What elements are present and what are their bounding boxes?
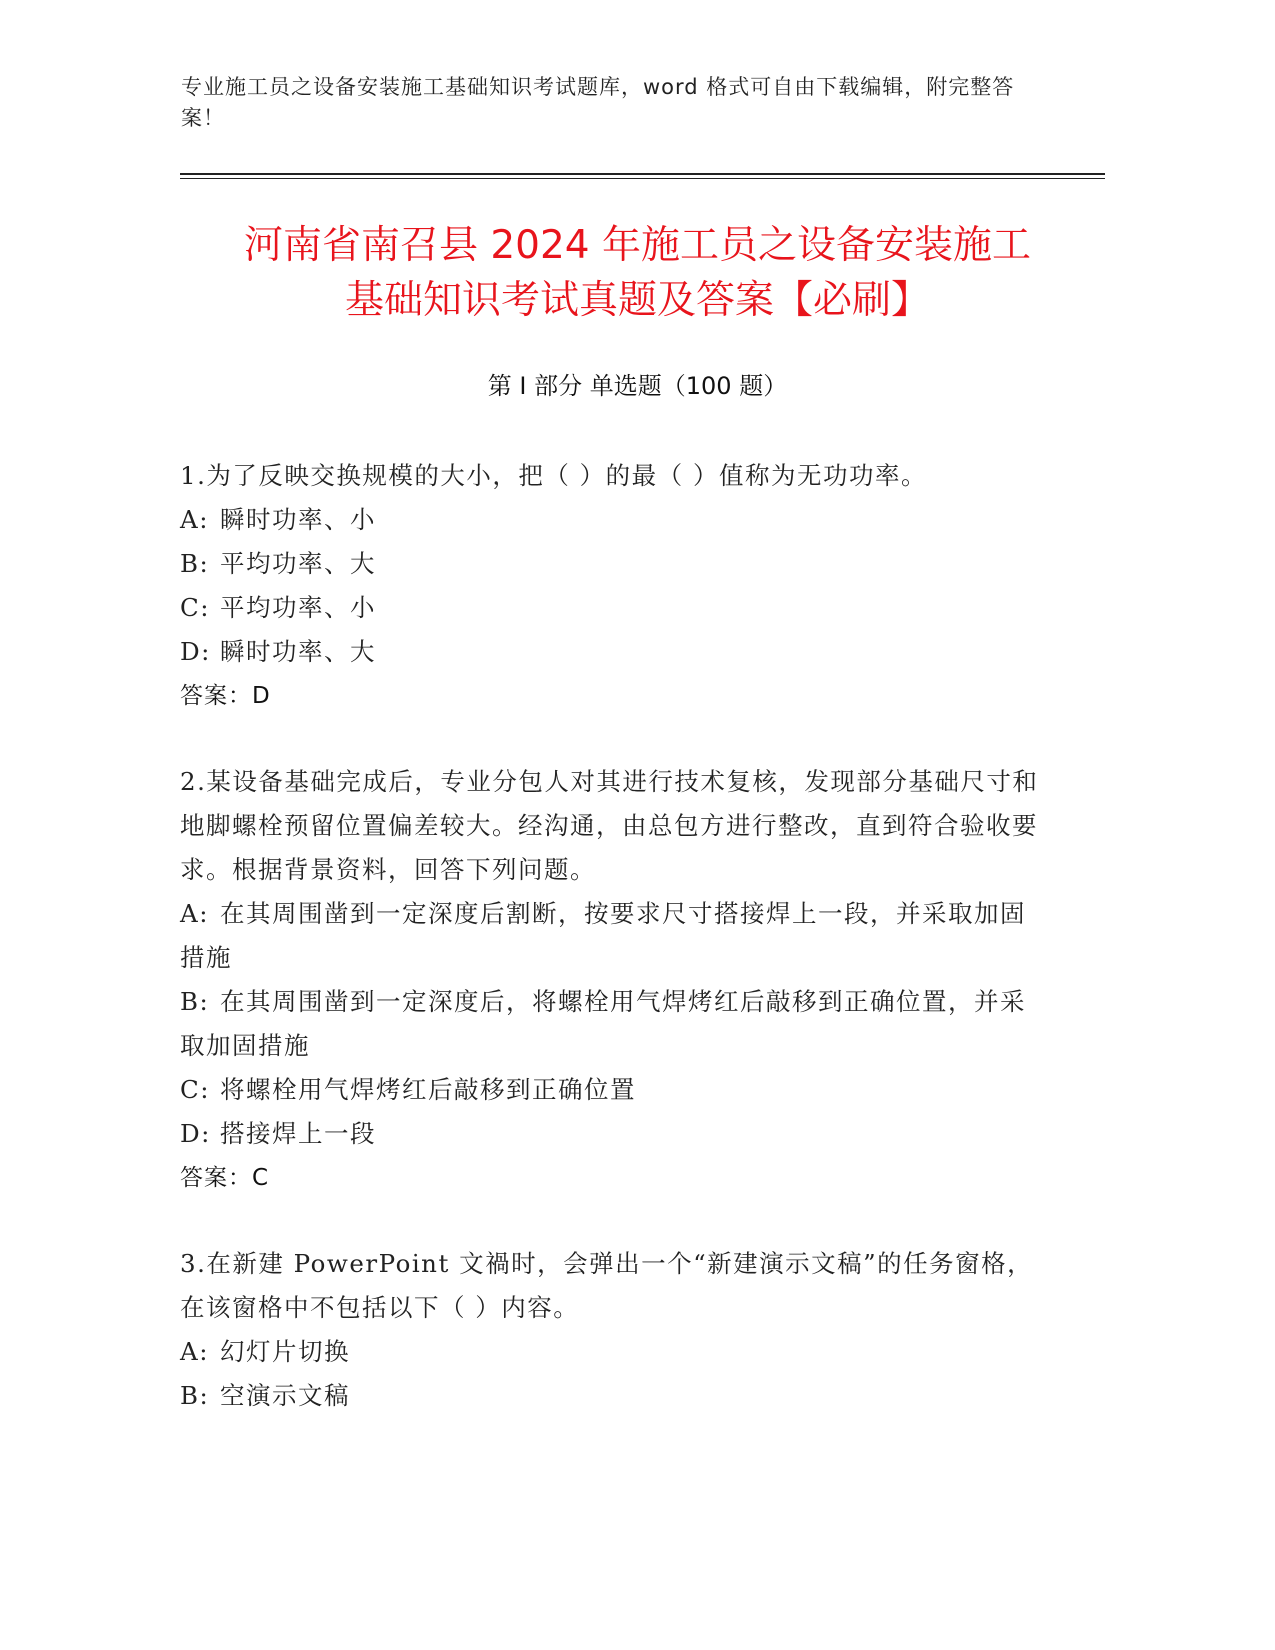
option-text: 将螺栓用气焊烤红后敲移到正确位置 bbox=[220, 1075, 636, 1104]
question-2 bbox=[180, 760, 1040, 1200]
option-text: 搭接焊上一段 bbox=[220, 1119, 376, 1148]
option-text: 幻灯片切换 bbox=[220, 1337, 350, 1366]
document-title bbox=[150, 218, 1125, 328]
option-c bbox=[180, 586, 1040, 630]
option-text: 在其周围凿到一定深度后割断，按要求尺寸搭接焊上一段，并采取加固措施 bbox=[180, 899, 1026, 972]
question-1 bbox=[180, 454, 1040, 718]
option-text: 瞬时功率、大 bbox=[220, 637, 376, 666]
option-key: A: bbox=[180, 505, 209, 534]
question-stem: 2.某设备基础完成后，专业分包人对其进行技术复核，发现部分基础尺寸和地脚螺栓预留位置偏差较大。经沟通，由总包方进行整改，直到符合验收要求。根据背景资料，回答下列问题。 bbox=[180, 767, 1039, 884]
option-a bbox=[180, 1330, 1040, 1374]
option-key: D: bbox=[180, 637, 211, 666]
answer-line: 答案：D bbox=[180, 683, 271, 709]
question-stem: 1.为了反映交换规模的大小，把（ ）的最（ ）值称为无功功率。 bbox=[180, 461, 927, 490]
option-key: B: bbox=[180, 987, 210, 1016]
option-d bbox=[180, 1112, 1040, 1156]
document-title-line-1: 河南省南召县 2024 年施工员之设备安装施工 bbox=[243, 223, 1032, 268]
option-text: 在其周围凿到一定深度后，将螺栓用气焊烤红后敲移到正确位置，并采取加固措施 bbox=[180, 987, 1026, 1060]
question-stem: 3.在新建 PowerPoint 文禍时，会弹出一个“新建演示文稿”的任务窗格，在该窗格中不包括以下（ ）内容。 bbox=[180, 1249, 1034, 1322]
question-3 bbox=[180, 1242, 1040, 1418]
option-b bbox=[180, 1374, 1040, 1418]
option-text: 空演示文稿 bbox=[220, 1381, 350, 1410]
option-key: A: bbox=[180, 1337, 209, 1366]
question-list bbox=[180, 454, 1040, 1460]
option-key: B: bbox=[180, 1381, 210, 1410]
option-text: 平均功率、小 bbox=[220, 593, 376, 622]
header-note: 专业施工员之设备安装施工基础知识考试题库，word 格式可自由下载编辑，附完整答案！ bbox=[181, 75, 1015, 130]
option-b bbox=[180, 980, 1040, 1068]
option-d bbox=[180, 630, 1040, 674]
option-text: 平均功率、大 bbox=[220, 549, 376, 578]
option-a bbox=[180, 498, 1040, 542]
header-rule-top bbox=[180, 173, 1105, 175]
option-key: C: bbox=[180, 593, 211, 622]
option-text: 瞬时功率、小 bbox=[220, 505, 376, 534]
answer-line: 答案：C bbox=[180, 1165, 270, 1191]
document-title-line-2: 基础知识考试真题及答案【必刷】 bbox=[344, 278, 930, 323]
option-key: B: bbox=[180, 549, 210, 578]
option-b bbox=[180, 542, 1040, 586]
section-heading: 第 I 部分 单选题（100 题） bbox=[487, 372, 788, 400]
option-a bbox=[180, 892, 1040, 980]
header-rule-bottom bbox=[180, 178, 1105, 179]
option-key: A: bbox=[180, 899, 209, 928]
option-key: D: bbox=[180, 1119, 211, 1148]
option-c bbox=[180, 1068, 1040, 1112]
option-key: C: bbox=[180, 1075, 211, 1104]
